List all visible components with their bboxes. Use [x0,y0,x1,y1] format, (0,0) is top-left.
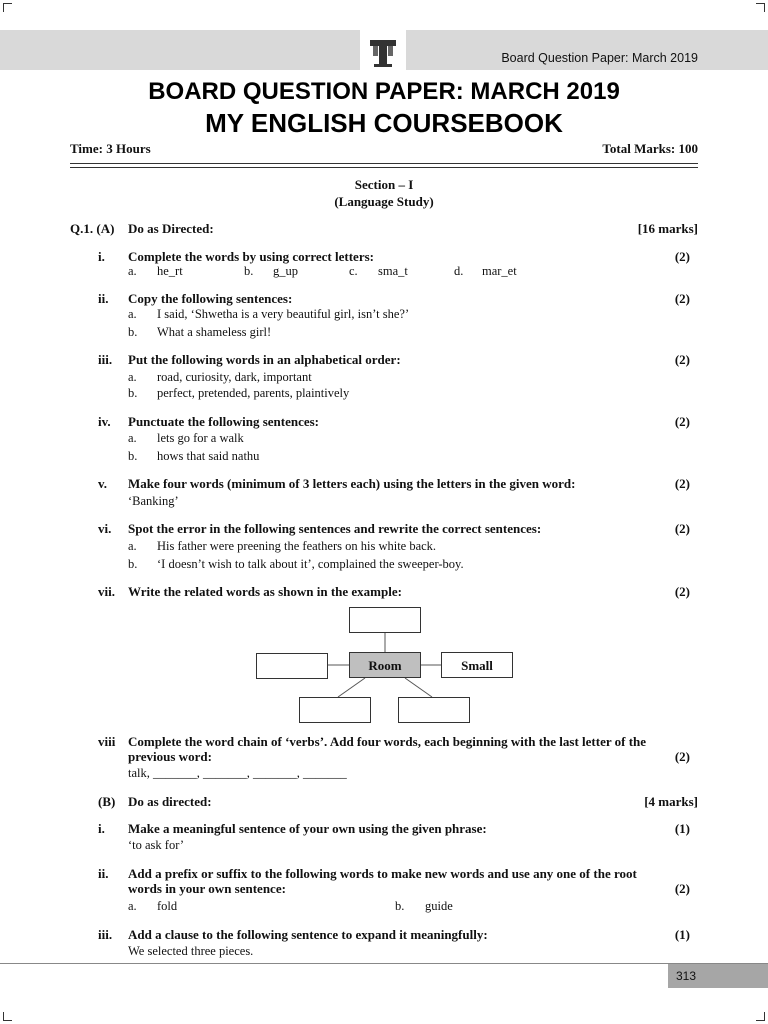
option-text: fold [157,899,178,913]
item-text: Spot the error in the following sentences and rewrite the correct sentences: [128,521,542,536]
item-number: iii. [98,927,113,942]
item-marks: (2) [674,291,690,306]
item-text: Copy the following sentences: [128,291,293,306]
question-label: Do as directed: [128,794,212,809]
item-extra: We selected three pieces. [128,944,254,958]
item-text: Put the following words in an alphabetical order: [128,352,401,367]
item-number: ii. [98,291,109,306]
option-label: a. [128,307,137,321]
option-text: lets go for a walk [157,431,244,445]
option-label: a. [128,264,137,278]
question-number: (B) [98,794,116,809]
option-label: b. [128,325,138,339]
item-marks: (2) [674,881,690,896]
option-text: road, curiosity, dark, important [157,370,312,384]
item-extra: ‘to ask for’ [128,838,184,852]
item-extra: ‘Banking’ [128,494,179,508]
section-subtitle: (Language Study) [334,194,434,209]
option-label: d. [454,264,464,278]
item-marks: (2) [674,249,690,264]
page-subtitle: MY ENGLISH COURSEBOOK [205,108,563,138]
option-text: His father were preening the feathers on his white back. [157,539,437,553]
option-label: b. [128,386,138,400]
word-box-empty [398,697,470,723]
option-label: b. [128,449,138,463]
item-number: vi. [98,521,112,536]
option-text: What a shameless girl! [157,325,272,339]
question-label: Do as Directed: [128,221,214,236]
item-number: iii. [98,352,113,367]
option-text: perfect, pretended, parents, plaintively [157,386,350,400]
option-label: b. [128,557,138,571]
item-marks: (2) [674,749,690,764]
page-title: BOARD QUESTION PAPER: MARCH 2019 [148,78,620,105]
item-text: Make four words (minimum of 3 letters each) using the letters in the given word: [128,476,576,491]
item-number: vii. [98,584,115,599]
word-box-empty [256,653,328,679]
word-box-empty [299,697,371,723]
item-number: viii [98,734,116,749]
item-marks: (2) [674,476,690,491]
item-number: iv. [98,414,111,429]
option-label: c. [349,264,358,278]
word-box-empty [349,607,421,633]
item-extra: talk, _______, _______, _______, _______ [128,766,347,780]
item-text: Add a clause to the following sentence to expand it meaningfully: [128,927,488,942]
item-text: Make a meaningful sentence of your own using the given phrase: [128,821,487,836]
item-number: ii. [98,866,109,881]
option-label: a. [128,370,137,384]
option-text: I said, ‘Shwetha is a very beautiful girl, isn’t she?’ [157,307,410,321]
option-text: guide [425,899,453,913]
item-marks: (2) [674,414,690,429]
option-text: sma_t [378,264,408,278]
item-number: i. [98,249,105,264]
item-marks: (2) [674,352,690,367]
item-marks: (1) [674,821,690,836]
item-marks: (1) [674,927,690,942]
word-box-example: Small [441,652,513,678]
option-text: hows that said nathu [157,449,260,463]
option-text: ‘I doesn’t wish to talk about it’, complained the sweeper-boy. [157,557,464,571]
question-marks: [16 marks] [637,221,698,236]
option-text: he_rt [157,264,183,278]
option-label: a. [128,899,137,913]
item-number: i. [98,821,105,836]
question-number: Q.1. (A) [70,221,115,236]
option-label: b. [244,264,254,278]
footer-divider [0,963,768,964]
item-marks: (2) [674,584,690,599]
option-text: mar_et [482,264,517,278]
time-label: Time: 3 Hours [70,141,151,156]
option-label: a. [128,431,137,445]
total-marks-label: Total Marks: 100 [602,141,698,156]
item-text: Complete the words by using correct letters: [128,249,374,264]
item-text: Complete the word chain of ‘verbs’. Add four words, each beginning with the last letter of the previous word: [128,734,647,764]
page-number: 313 [668,964,768,988]
option-label: a. [128,539,137,553]
item-number: v. [98,476,108,491]
question-marks: [4 marks] [644,794,698,809]
item-text: Write the related words as shown in the example: [128,584,402,599]
item-text: Add a prefix or suffix to the following words to make new words and use any one of the root words in your own sentence: [128,866,637,896]
item-text: Punctuate the following sentences: [128,414,320,429]
word-box-center: Room [349,652,421,678]
item-marks: (2) [674,521,690,536]
option-text: g_up [273,264,298,278]
option-label: b. [395,899,405,913]
running-header: Board Question Paper: March 2019 [501,51,698,65]
section-title: Section – I [354,177,414,192]
